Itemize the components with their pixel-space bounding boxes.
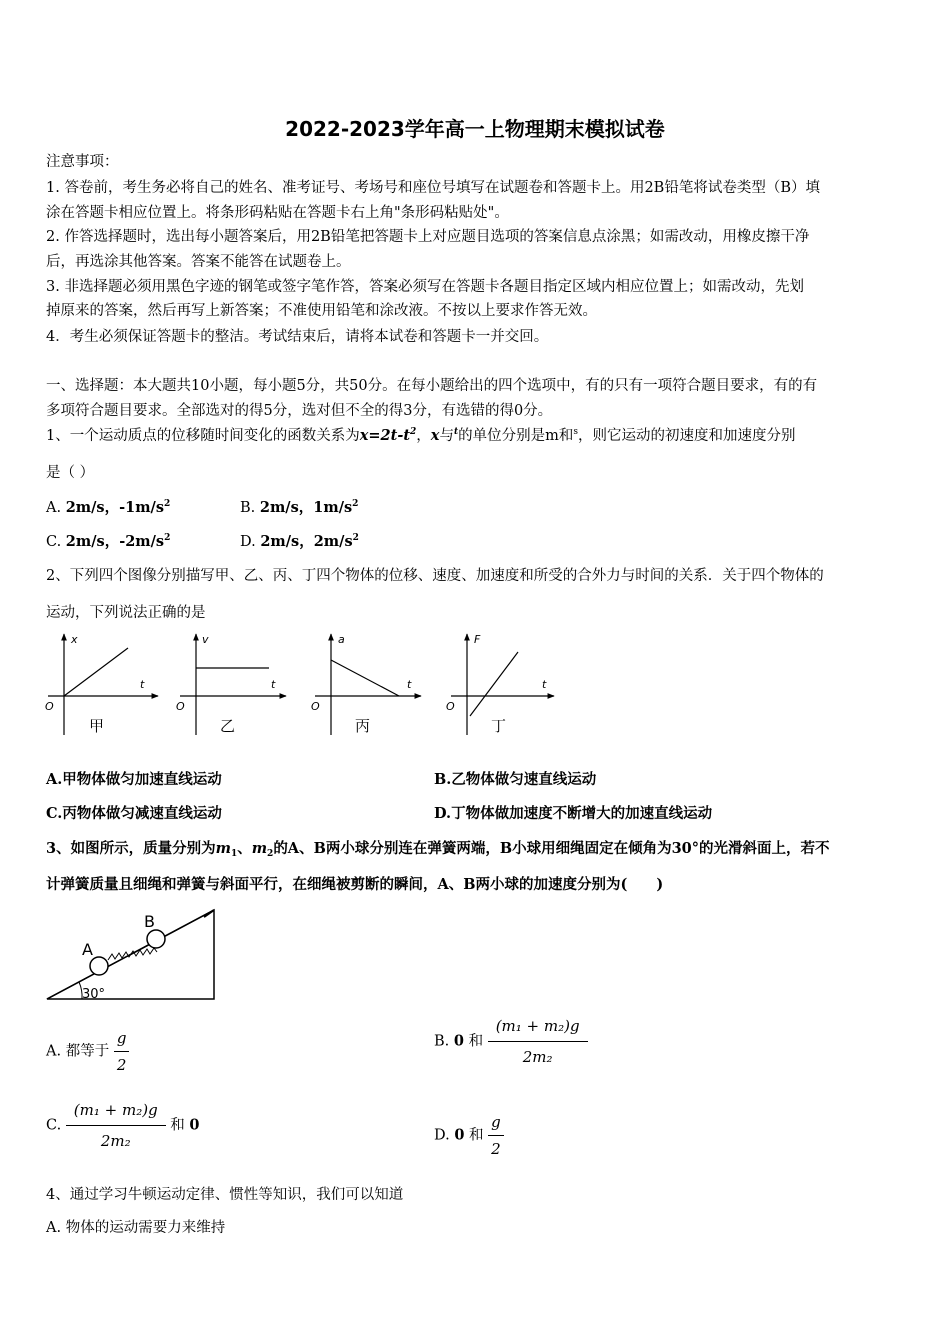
section-intro: 一、选择题：本大题共10小题，每小题5分，共50分。在每小题给出的四个选项中，有的只有一项符合题目要求，有的有 — [46, 378, 818, 394]
graph-yi — [176, 633, 286, 735]
q2-option-a[interactable]: A.甲物体做匀加速直线运动 — [46, 771, 222, 788]
label-angle: 30° — [82, 987, 106, 1002]
q1-option-c[interactable]: C. 2m/s，$-2m/s^2$ — [46, 533, 171, 550]
graph-origin: O — [45, 700, 54, 713]
notice-line: 掉原来的答案，然后再写上新答案；不准使用铅笔和涂改液。不按以上要求作答无效。 — [46, 303, 597, 319]
graph-origin: O — [311, 700, 320, 713]
question-1: 1、一个运动质点的位移随时间变化的函数关系为$x=2t-t^2$，x与$^t$的单位分别是m和$^s$，则它运动的初速度和加速度分别 — [46, 427, 796, 444]
ball-b — [147, 930, 165, 948]
q3-option-b[interactable]: B. 0 和 $\frac{\text{(m₁ + m₂)g}}{\text{2m₂}}$ — [434, 1016, 588, 1067]
notice-line: 1. 答卷前，考生务必将自己的姓名、准考证号、考场号和座位号填写在试题卷和答题卡上。用2B铅笔将试卷类型（B）填 — [46, 180, 820, 196]
notice-line: 4．考生必须保证答题卡的整洁。考试结束后，请将本试卷和答题卡一并交回。 — [46, 329, 549, 345]
graph-xlabel: t — [140, 678, 145, 691]
graph-line — [64, 648, 128, 696]
q2-option-d[interactable]: D.丁物体做加速度不断增大的加速直线运动 — [434, 805, 713, 822]
graph-xlabel: t — [542, 678, 547, 691]
graph-ylabel: v — [202, 633, 209, 646]
notice-line: 3. 非选择题必须用黑色字迹的钢笔或签字笔作答，答案必须写在答题卡各题目指定区域内相应位置上；如需改动，先划 — [46, 279, 804, 295]
q4-option-a[interactable]: A. 物体的运动需要力来维持 — [46, 1220, 226, 1236]
q3-option-a[interactable]: A. 都等于 $\frac{g}{2}$ — [46, 1028, 129, 1075]
graph-origin: O — [446, 700, 455, 713]
notice-line: 2. 作答选择题时，选出每小题答案后，用2B铅笔把答题卡上对应题目选项的答案信息点涂黑；如需改动，用橡皮擦干净 — [46, 229, 810, 245]
graph-ylabel: a — [338, 633, 345, 646]
q2-option-b[interactable]: B.乙物体做匀速直线运动 — [434, 771, 597, 788]
graph-xlabel: t — [271, 678, 276, 691]
notice-heading: 注意事项： — [46, 154, 119, 170]
notice-line: 后，再选涂其他答案。答案不能答在试题卷上。 — [46, 254, 351, 270]
graph-line — [470, 652, 518, 716]
q3-incline-figure — [44, 905, 220, 1005]
graph-jia — [45, 633, 158, 735]
question-4: 4、通过学习牛顿运动定律、惯性等知识，我们可以知道 — [46, 1187, 404, 1203]
graph-line — [331, 660, 399, 696]
page-title: 2022-2023学年高一上物理期末模拟试卷 — [285, 117, 665, 141]
graph-name: 乙 — [220, 717, 236, 735]
q1-option-d[interactable]: D. 2m/s，$2m/s^2$ — [240, 533, 359, 550]
q3-option-c[interactable]: C. $\frac{\text{(m₁ + m₂)g}}{\text{2m₂}}$ 和 0 — [46, 1101, 200, 1150]
string — [204, 910, 214, 917]
question-2-cont: 运动，下列说法正确的是 — [46, 605, 206, 621]
q2-option-c[interactable]: C.丙物体做匀减速直线运动 — [46, 805, 222, 822]
label-b: B — [144, 912, 155, 931]
label-a: A — [82, 940, 93, 959]
q3-option-d[interactable]: D. 0 和 $\frac{g}{2}$ — [434, 1112, 504, 1159]
question-3: 3、如图所示，质量分别为$m_1$、$m_2$的A、B两小球分别连在弹簧两端，B小球用细绳固定在倾角为30°的光滑斜面上，若不 — [46, 840, 830, 859]
ball-a — [90, 957, 108, 975]
graph-name: 丁 — [491, 717, 507, 735]
graph-ylabel: x — [71, 633, 78, 646]
graph-xlabel: t — [407, 678, 412, 691]
question-3-cont: 计弹簧质量且细绳和弹簧与斜面平行，在细绳被剪断的瞬间，A、B两小球的加速度分别为( ) — [46, 876, 664, 893]
section-intro: 多项符合题目要求。全部选对的得5分，选对但不全的得3分，有选错的得0分。 — [46, 403, 553, 419]
question-1-cont: 是（ ） — [46, 465, 95, 481]
q1-option-a[interactable]: A. 2m/s，$-1m/s^2$ — [46, 499, 171, 516]
graph-ding — [446, 633, 554, 735]
graph-ylabel: F — [474, 633, 481, 646]
graph-origin: O — [176, 700, 185, 713]
graph-name: 丙 — [355, 717, 371, 735]
graph-name: 甲 — [89, 717, 105, 735]
q2-graphs — [40, 630, 580, 740]
notice-line: 涂在答题卡相应位置上。将条形码粘贴在答题卡右上角"条形码粘贴处"。 — [46, 205, 509, 221]
question-2: 2、下列四个图像分别描写甲、乙、丙、丁四个物体的位移、速度、加速度和所受的合外力与时间的关系．关于四个物体的 — [46, 568, 824, 584]
q1-option-b[interactable]: B. 2m/s，$1m/s^2$ — [240, 499, 359, 516]
graph-bing — [311, 633, 421, 735]
